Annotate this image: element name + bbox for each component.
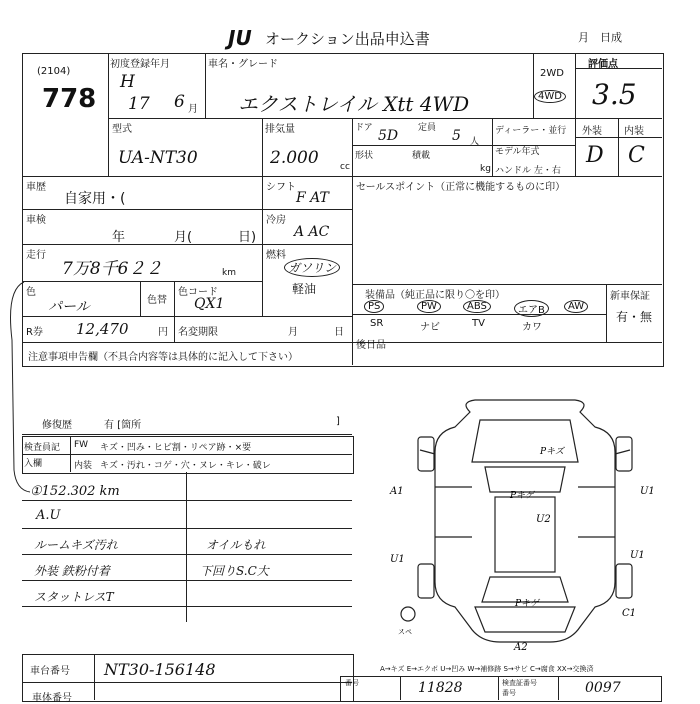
registration-era: H — [120, 72, 135, 92]
door-label: ドア — [355, 123, 373, 133]
recycle-unit: 円 — [158, 327, 168, 338]
equip-sr: SR — [370, 318, 384, 329]
capacity-unit: 人 — [470, 137, 480, 147]
car-name: エクストレイル Xtt 4WD — [238, 92, 470, 116]
mark-u1-left: U1 — [390, 554, 405, 565]
equip-pw: PW — [417, 300, 441, 313]
mark-u1-right: U1 — [640, 486, 655, 497]
fuel-diesel: 軽油 — [292, 282, 317, 296]
color-code-label: 色コード — [178, 287, 218, 298]
color-code: QX1 — [194, 296, 225, 312]
inspector-fw-items: キズ・凹み・ヒビ割・リペア跡・×要 — [100, 443, 252, 453]
bottom-label1: 番号 — [345, 679, 359, 687]
ac-label: 冷房 — [266, 215, 286, 226]
equip-ps: PS — [364, 300, 384, 313]
displacement-unit: cc — [340, 162, 350, 172]
inspector-label: 検査員記入欄 — [24, 443, 61, 469]
registration-month: 6 — [174, 92, 185, 112]
brand-logo: JU — [228, 26, 252, 50]
note-oil-leak: オイルもれ — [206, 538, 266, 552]
load-unit: kg — [480, 164, 491, 174]
repair-history-label: 修復歴 — [42, 420, 72, 431]
equip-tv: TV — [472, 318, 485, 329]
interior-label: 内装 — [624, 126, 644, 137]
inspection-year: 年 — [112, 230, 126, 245]
repair-history-close: ] — [336, 416, 340, 427]
registration-label: 初度登録年月 — [110, 59, 170, 70]
mark-a2: A2 — [514, 642, 528, 653]
shift-label: シフト — [266, 182, 296, 193]
note-room-scratch: ルームキズ汚れ — [34, 538, 118, 552]
displacement-label: 排気量 — [265, 124, 295, 135]
load-label: 積載 — [412, 151, 431, 161]
chassis-label: 車台番号 — [30, 666, 70, 677]
mileage-value: 7万8千6２２ — [62, 259, 163, 279]
mileage-unit: km — [222, 268, 236, 278]
fuel-gasoline: ガソリン — [284, 258, 340, 277]
lot-code: (2104) — [37, 66, 71, 77]
new-car-warranty-value: 有・無 — [616, 310, 653, 324]
date-labels: 月 日成 — [578, 31, 622, 44]
note-underbody: 下回りS.C大 — [200, 564, 269, 578]
color-change-label: 色替 — [147, 295, 167, 306]
interior-grade: C — [628, 143, 645, 168]
mark-u2: U2 — [536, 514, 551, 525]
equipment-label: 装備品（純正品に限り〇を印） — [365, 290, 505, 301]
name-change-month: 月 — [288, 327, 298, 338]
registration-year: 17 — [128, 94, 150, 114]
fuel-label: 燃料 — [266, 250, 286, 261]
displacement-value: 2.000 — [270, 148, 319, 168]
note-mileage: ①152.302 km — [30, 484, 120, 499]
equip-navi: ナビ — [420, 322, 440, 333]
inspector-fw-label: FW — [74, 440, 89, 450]
equip-leather: カワ — [522, 322, 542, 333]
door-value: 5D — [378, 128, 399, 144]
name-change-day: 日 — [334, 327, 344, 338]
inspection-day: 日) — [238, 230, 257, 245]
model-label: 型式 — [112, 124, 132, 135]
color-value: パール — [48, 299, 90, 315]
equip-abs: ABS — [463, 300, 491, 313]
mark-p-dent-roof: Pキゲ — [510, 491, 535, 501]
later-items-label: 後日品 — [356, 340, 386, 351]
margin-bracket — [2, 280, 32, 500]
capacity-label: 定員 — [418, 123, 437, 133]
handle-label: ハンドル 左・右 — [495, 166, 561, 176]
bottom-value1: 11828 — [418, 680, 463, 696]
inspection-month: 月( — [174, 230, 193, 245]
equip-airbag: エアB — [514, 300, 549, 317]
chassis-value: NT30-156148 — [104, 660, 216, 679]
model-value: UA-NT30 — [118, 148, 198, 168]
mark-p-scratch: Pキズ — [540, 447, 564, 457]
drive-2wd: 2WD — [540, 68, 564, 79]
inspector-interior-label: 内装 — [74, 461, 93, 471]
note-iron-powder: 外装 鉄粉付着 — [34, 564, 110, 578]
mark-u1-right-rear: U1 — [630, 550, 645, 561]
capacity-value: 5 — [452, 128, 461, 144]
damage-legend: A→キズ E→エクボ U→凹み W→補修跡 S→サビ C→腐食 XX→交換済 — [380, 665, 594, 673]
shape-label: 形状 — [355, 151, 374, 161]
name-change-label: 名変期限 — [178, 327, 218, 338]
mark-p-dent-rear: Pキゲ — [515, 599, 540, 609]
car-name-label: 車名・グレード — [208, 59, 278, 70]
mark-spare: スペ — [398, 628, 412, 636]
bottom-value2: 0097 — [585, 680, 621, 696]
recycle-value: 12,470 — [76, 320, 129, 338]
mark-a1: A1 — [390, 486, 404, 497]
exterior-grade: D — [586, 143, 604, 168]
ac-value: A AC — [294, 224, 330, 240]
form-title: オークション出品申込書 — [265, 30, 430, 48]
equip-aw: AW — [564, 300, 588, 313]
shift-value: F AT — [296, 190, 329, 206]
mark-c1: C1 — [622, 608, 637, 619]
history-value: 自家用・( — [64, 191, 126, 207]
exterior-label: 外装 — [582, 126, 602, 137]
drive-4wd: 4WD — [534, 90, 566, 103]
notes-label: 注意事項申告欄（不具合内容等は具体的に記入して下さい） — [28, 352, 298, 363]
bottom-label2: 検査証番号 — [502, 679, 537, 687]
repair-history-value: 有 [箇所 — [104, 420, 142, 431]
car-damage-diagram — [390, 392, 655, 654]
note-au: A.U — [36, 508, 61, 523]
inspector-interior-items: キズ・汚れ・コゲ・穴・ヌレ・キレ・破レ — [100, 461, 271, 471]
inspection-label: 車検 — [26, 215, 46, 226]
grade-label: 評価点 — [588, 59, 618, 70]
color-label: 色 — [26, 287, 36, 298]
bottom-label2b: 番号 — [502, 689, 516, 697]
recycle-label: R券 — [26, 327, 43, 338]
grade-value: 3.5 — [592, 78, 637, 111]
note-studless: スタットレスT — [34, 590, 114, 604]
model-year-label: モデル年式 — [495, 147, 540, 157]
dealer-label: ディーラー・並行 — [495, 126, 567, 136]
sales-point-label: セールスポイント（正常に機能するものに印） — [356, 182, 566, 193]
history-label: 車歴 — [26, 182, 46, 193]
chassis-label-2: 車体番号 — [32, 693, 72, 704]
lot-number: 778 — [42, 84, 97, 114]
new-car-warranty-label: 新車保証 — [610, 291, 650, 302]
registration-month-unit: 月 — [188, 104, 198, 115]
mileage-label: 走行 — [26, 250, 46, 261]
